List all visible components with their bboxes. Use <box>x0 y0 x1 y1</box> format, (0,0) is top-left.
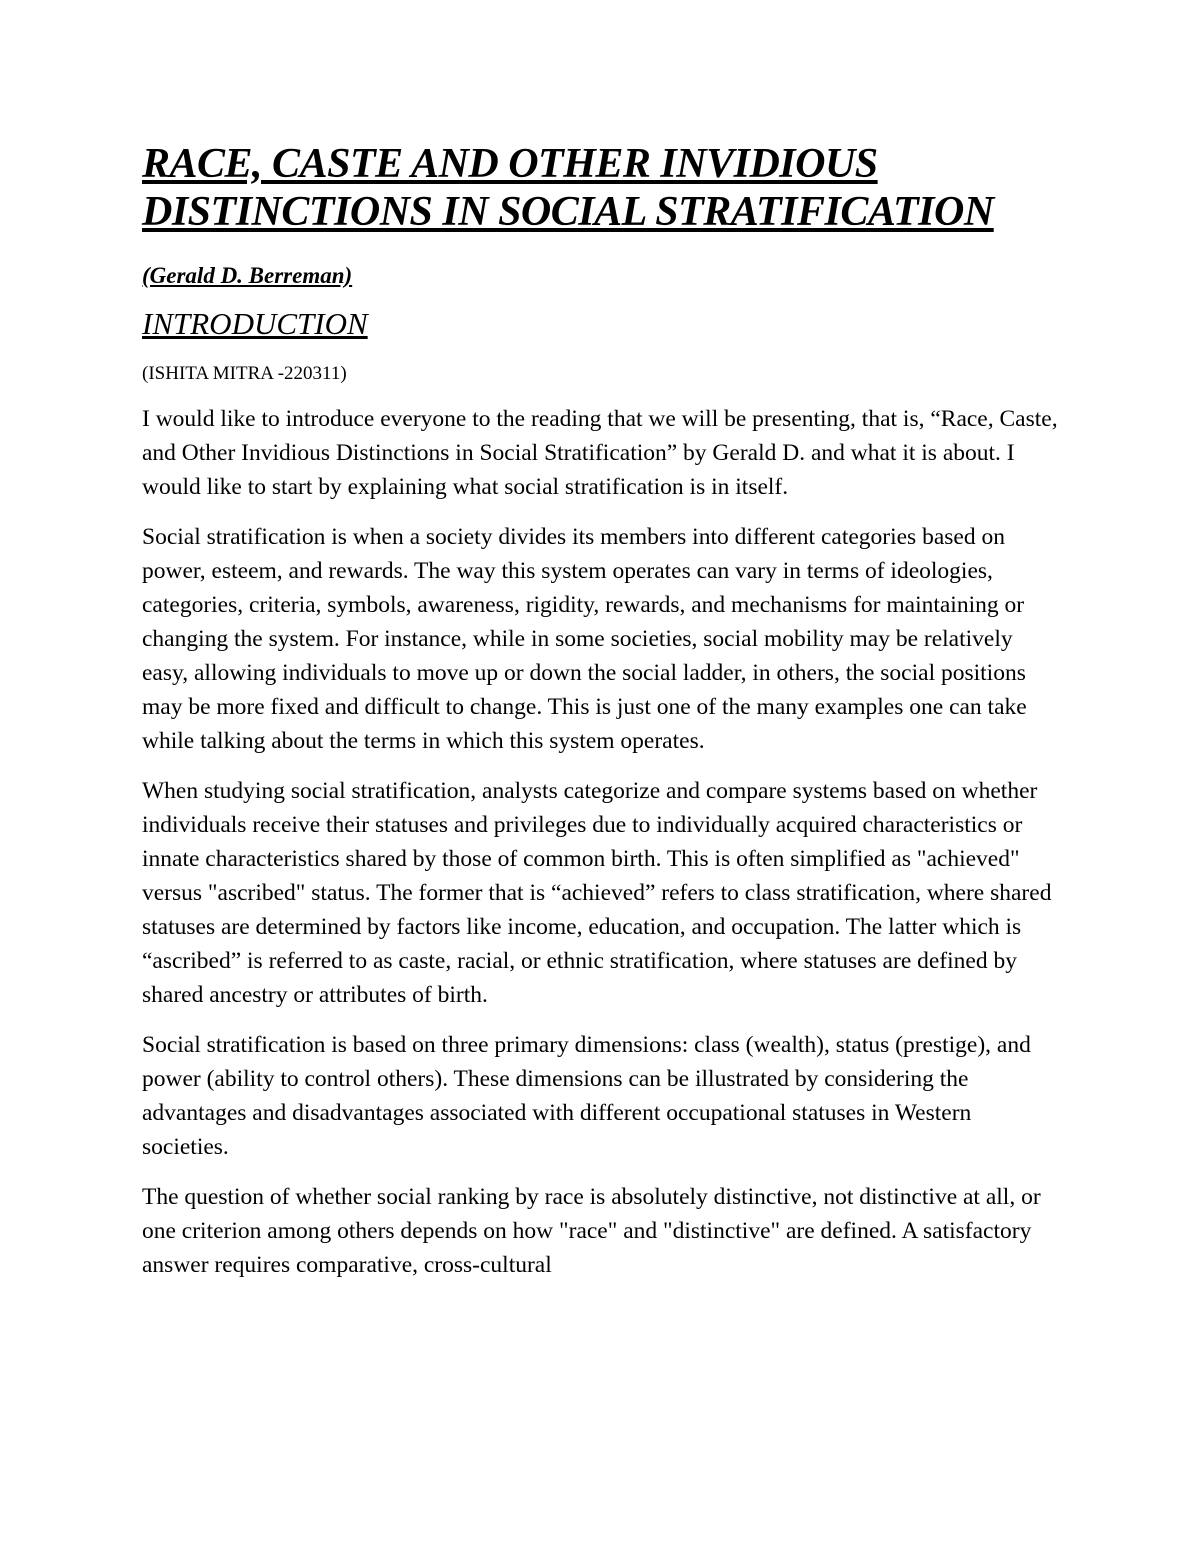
title-line-1: RACE, CASTE AND OTHER INVIDIOUS <box>142 141 878 187</box>
paragraph-3: When studying social stratification, analysts categorize and compare systems based on whether individuals receive their statuses and privileges due to individually acquired characteristics or innate characteristics shared by those of common birth. This is often simplified as "achieved" versus "ascribed" status. The former that is “achieved” refers to class stratification, where shared statuses are determined by factors like income, education, and occupation. The latter which is “ascribed” is referred to as caste, racial, or ethnic stratification, where statuses are defined by shared ancestry or attributes of birth. <box>142 778 1052 1008</box>
paragraph-5: The question of whether social ranking by race is absolutely distinctive, not distinctive at all, or one criterion among others depends on how "race" and "distinctive" are defined. A satisfactory answer requires comparative, cross-cultural <box>142 1184 1041 1278</box>
paragraph-4: Social stratification is based on three primary dimensions: class (wealth), status (prestige), and power (ability to control others). These dimensions can be illustrated by considering the advantages and disadvantages associated with different occupational statuses in Western societies. <box>142 1032 1031 1160</box>
title-line-2: DISTINCTIONS IN SOCIAL STRATIFICATION <box>142 189 994 235</box>
paragraph-1: I would like to introduce everyone to the reading that we will be presenting, that is, “Race, Caste, and Other Invidious Distinctions in Social Stratification” by Gerald D. and what it is about. I would like to start by explaining what social stratification is in itself. <box>142 406 1058 500</box>
document-page <box>142 140 1062 1282</box>
section-heading: INTRODUCTION <box>142 306 368 341</box>
paragraph-2: Social stratification is when a society divides its members into different categories based on power, esteem, and rewards. The way this system operates can vary in terms of ideologies, categories, criteria, symbols, awareness, rigidity, rewards, and mechanisms for maintaining or changing the system. For instance, while in some societies, social mobility may be relatively easy, allowing individuals to move up or down the social ladder, in others, the social positions may be more fixed and difficult to change. This is just one of the many examples one can take while talking about the terms in which this system operates. <box>142 524 1027 754</box>
document-title <box>142 140 1062 236</box>
presenter-line: (ISHITA MITRA -220311) <box>142 363 347 384</box>
author-line: (Gerald D. Berreman) <box>142 263 353 288</box>
